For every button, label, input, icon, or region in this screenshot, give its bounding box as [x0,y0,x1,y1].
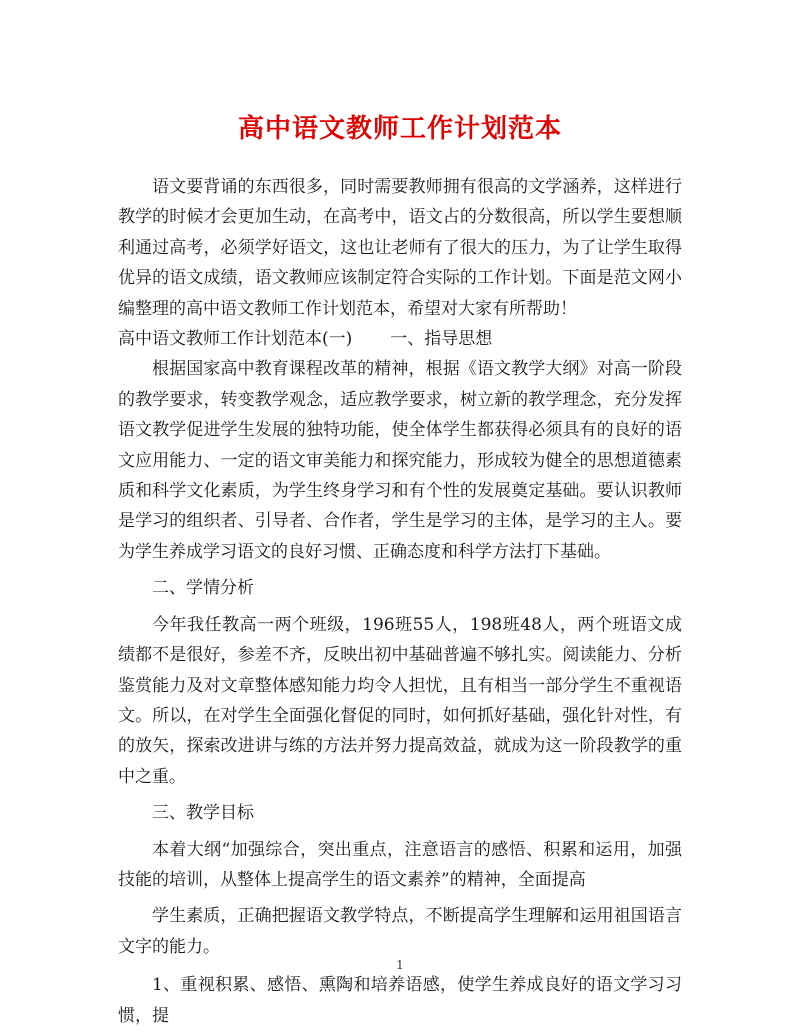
paragraph-item-1: 1、重视积累、感悟、熏陶和培养语感，使学生养成良好的语文学习习惯，提 [118,975,682,1026]
section-one-title: 高中语文教师工作计划范本(一) [118,329,353,350]
paragraph-student-analysis: 今年我任教高一两个班级，196班55人，198班48人，两个班语文成绩都不是很好，参差不齐，反映出初中基础普遍不够扎实。阅读能力、分析鉴赏能力及对文章整体感知能力均令人担忧，且有相当一部分学生不重视语文。所以，在对学生全面强化督促的同时，如何抓好基础，强化针对性，有的放矢，探索改进讲与练的方法并努力提高效益，就成为这一阶段教学的重中之重。 [118,614,682,787]
document-body [118,172,682,1031]
section-one-line [118,324,682,354]
page-number: 1 [396,958,404,972]
heading-student-analysis: 二、学情分析 [152,578,254,599]
document-title: 高中语文教师工作计划范本 [237,114,562,144]
intro-paragraph: 语文要背诵的东西很多，同时需要教师拥有很高的文学涵养，这样进行教学的时候才会更加生动，在高考中，语文占的分数很高，所以学生要想顺利通过高考，必须学好语文，这也让老师有了很大的压力，为了让学生取得优异的语文成绩，语文教师应该制定符合实际的工作计划。下面是范文网小编整理的高中语文教师工作计划范本，希望对大家有所帮助！ [118,177,682,319]
paragraph-teaching-goals-a: 本着大纲“加强综合，突出重点，注意语言的感悟、积累和运用，加强技能的培训，从整体上提高学生的语文素养”的精神，全面提高 [118,839,682,890]
heading-guiding-ideology: 一、指导思想 [390,329,493,350]
heading-teaching-goals: 三、教学目标 [152,803,254,824]
paragraph-guiding-ideology: 根据国家高中教育课程改革的精神，根据《语文教学大纲》对高一阶段的教学要求，转变教学观念，适应教学要求，树立新的教学理念，充分发挥语文教学促进学生发展的独特功能，使全体学生都获得必须具有的良好的语文应用能力、一定的语文审美能力和探究能力，形成较为健全的思想道德素质和科学文化素质，为学生终身学习和有个性的发展奠定基础。要认识教师是学习的组织者、引导者、合作者，学生是学习的主体，是学习的主人。要为学生养成学习语文的良好习惯、正确态度和科学方法打下基础。 [118,359,682,562]
paragraph-teaching-goals-b: 学生素质，正确把握语文教学特点，不断提高学生理解和运用祖国语言文字的能力。 [118,906,682,957]
